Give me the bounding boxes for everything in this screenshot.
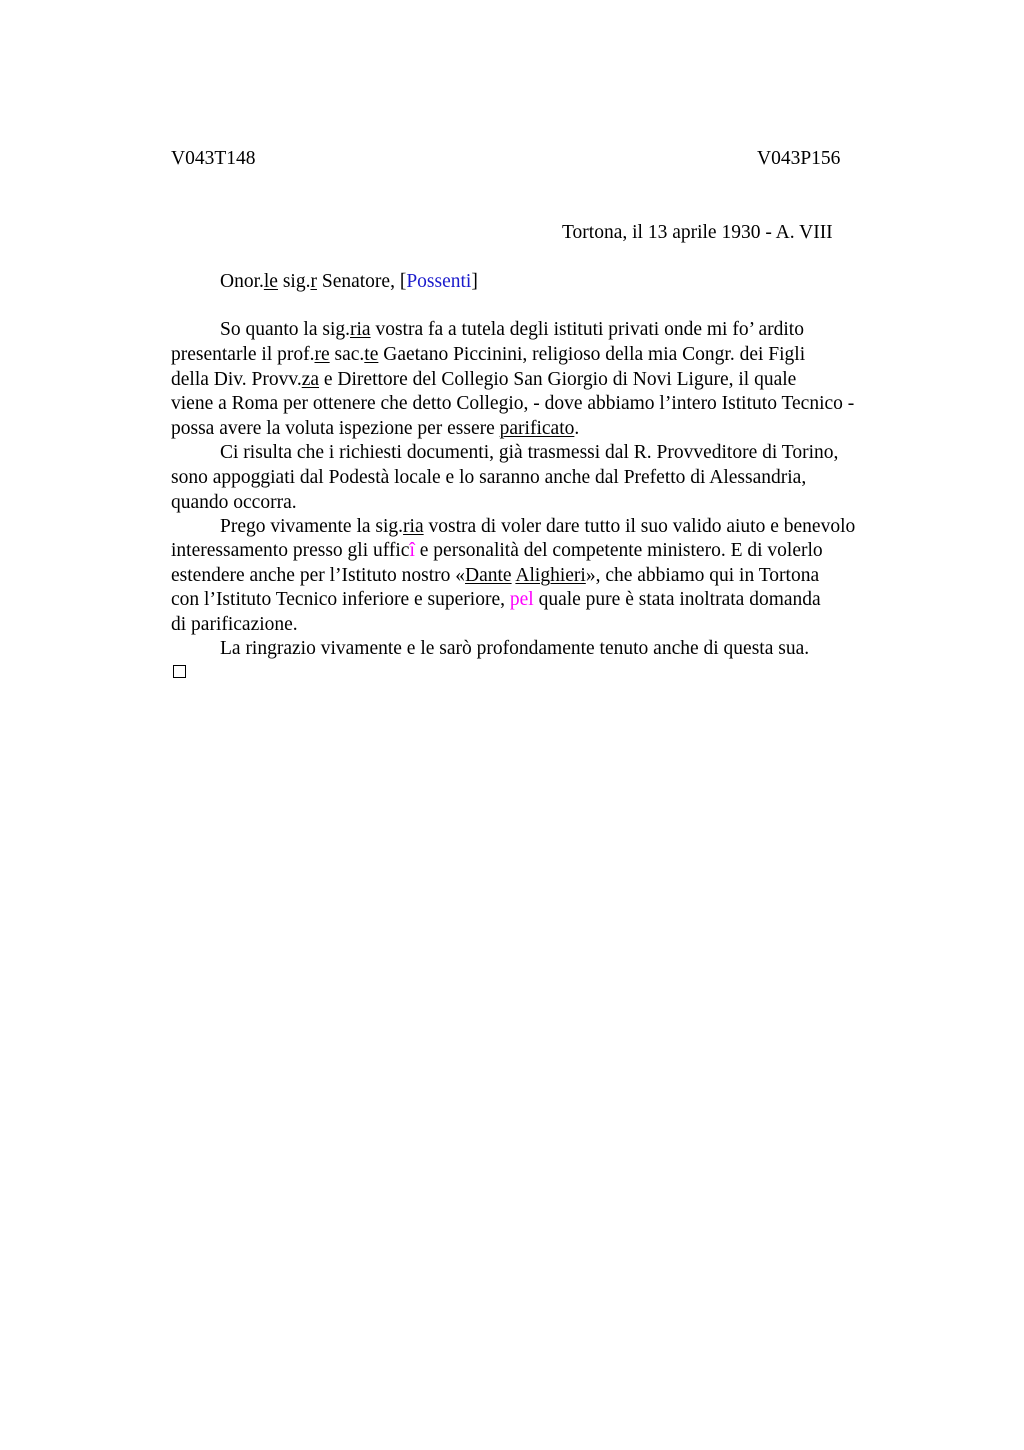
document-code-left: V043T148 [171,148,256,169]
editorial-mark: pel [509,589,534,610]
text-run: della Div. Provv. [171,369,302,390]
salutation-part: ] [471,271,478,292]
text-line: Ci risulta che i richiesti documenti, già trasmessi dal R. Provveditore di Torino, [220,442,839,463]
underlined-word: Alighieri [515,565,586,586]
document-code-right: V043P156 [757,148,841,169]
text-run: e Direttore del Collegio San Giorgio di Novi Ligure, il quale [319,369,797,390]
text-run: vostra di voler dare tutto il suo valido aiuto e benevolo [423,516,856,537]
text-run: . [574,418,580,439]
text-line [220,517,855,537]
text-line [171,419,579,439]
text-run: Prego vivamente la sig. [220,516,404,537]
underlined-word: parificato [499,418,575,439]
text-run: interessamento presso gli uffic [171,540,410,561]
text-line: quando occorra. [171,492,297,513]
salutation-part: sig. [277,271,311,292]
text-run: So quanto la sig. [220,319,350,340]
text-run: », che abbiamo qui in Tortona [585,565,820,586]
text-line [171,566,819,586]
editorial-mark: î [409,540,415,561]
text-line [171,394,854,414]
abbrev: ria [403,516,424,537]
text-run: estendere anche per l’Istituto nostro « [171,565,466,586]
salutation [220,272,478,292]
text-run: e personalità del competente ministero. E di volerlo [414,540,823,561]
text-line [171,345,805,365]
salutation-part: Onor. [220,271,264,292]
dateline: Tortona, il 13 aprile 1930 - A. VIII [562,222,833,243]
recipient-name: Possenti [406,271,472,292]
text-run: vostra fa a tutela degli istituti privati onde mi fo’ ardito [370,319,804,340]
text-run: presentarle il prof. [171,344,315,365]
text-run: sac. [329,344,365,365]
text-run: Gaetano Piccinini, religioso della mia Congr. dei Figli [378,344,806,365]
text-run: viene a Roma per ottenere che detto Collegio, - dove abbiamo l’intero Istituto Tecnico - [171,393,855,414]
text-run: con l’Istituto Tecnico inferiore e superiore, [171,589,510,610]
text-run: possa avere la voluta ispezione per essere [171,418,500,439]
abbrev: za [301,369,320,390]
end-marker-box-icon [173,665,186,678]
abbrev: re [314,344,330,365]
text-line [171,370,796,390]
text-line: sono appoggiati dal Podestà locale e lo saranno anche dal Prefetto di Alessandria, [171,467,807,488]
text-run: quale pure è stata inoltrata domanda [533,589,821,610]
underlined-word: Dante [465,565,512,586]
abbrev: te [364,344,379,365]
salutation-abbrev: le [263,271,278,292]
text-line: La ringrazio vivamente e le sarò profondamente tenuto anche di questa sua. [220,638,810,659]
salutation-abbrev: r [310,271,317,292]
text-line [171,590,821,610]
text-line: di parificazione. [171,614,298,635]
text-line [220,320,804,340]
text-line [171,541,823,561]
abbrev: ria [350,319,371,340]
salutation-part: Senatore, [ [316,271,407,292]
